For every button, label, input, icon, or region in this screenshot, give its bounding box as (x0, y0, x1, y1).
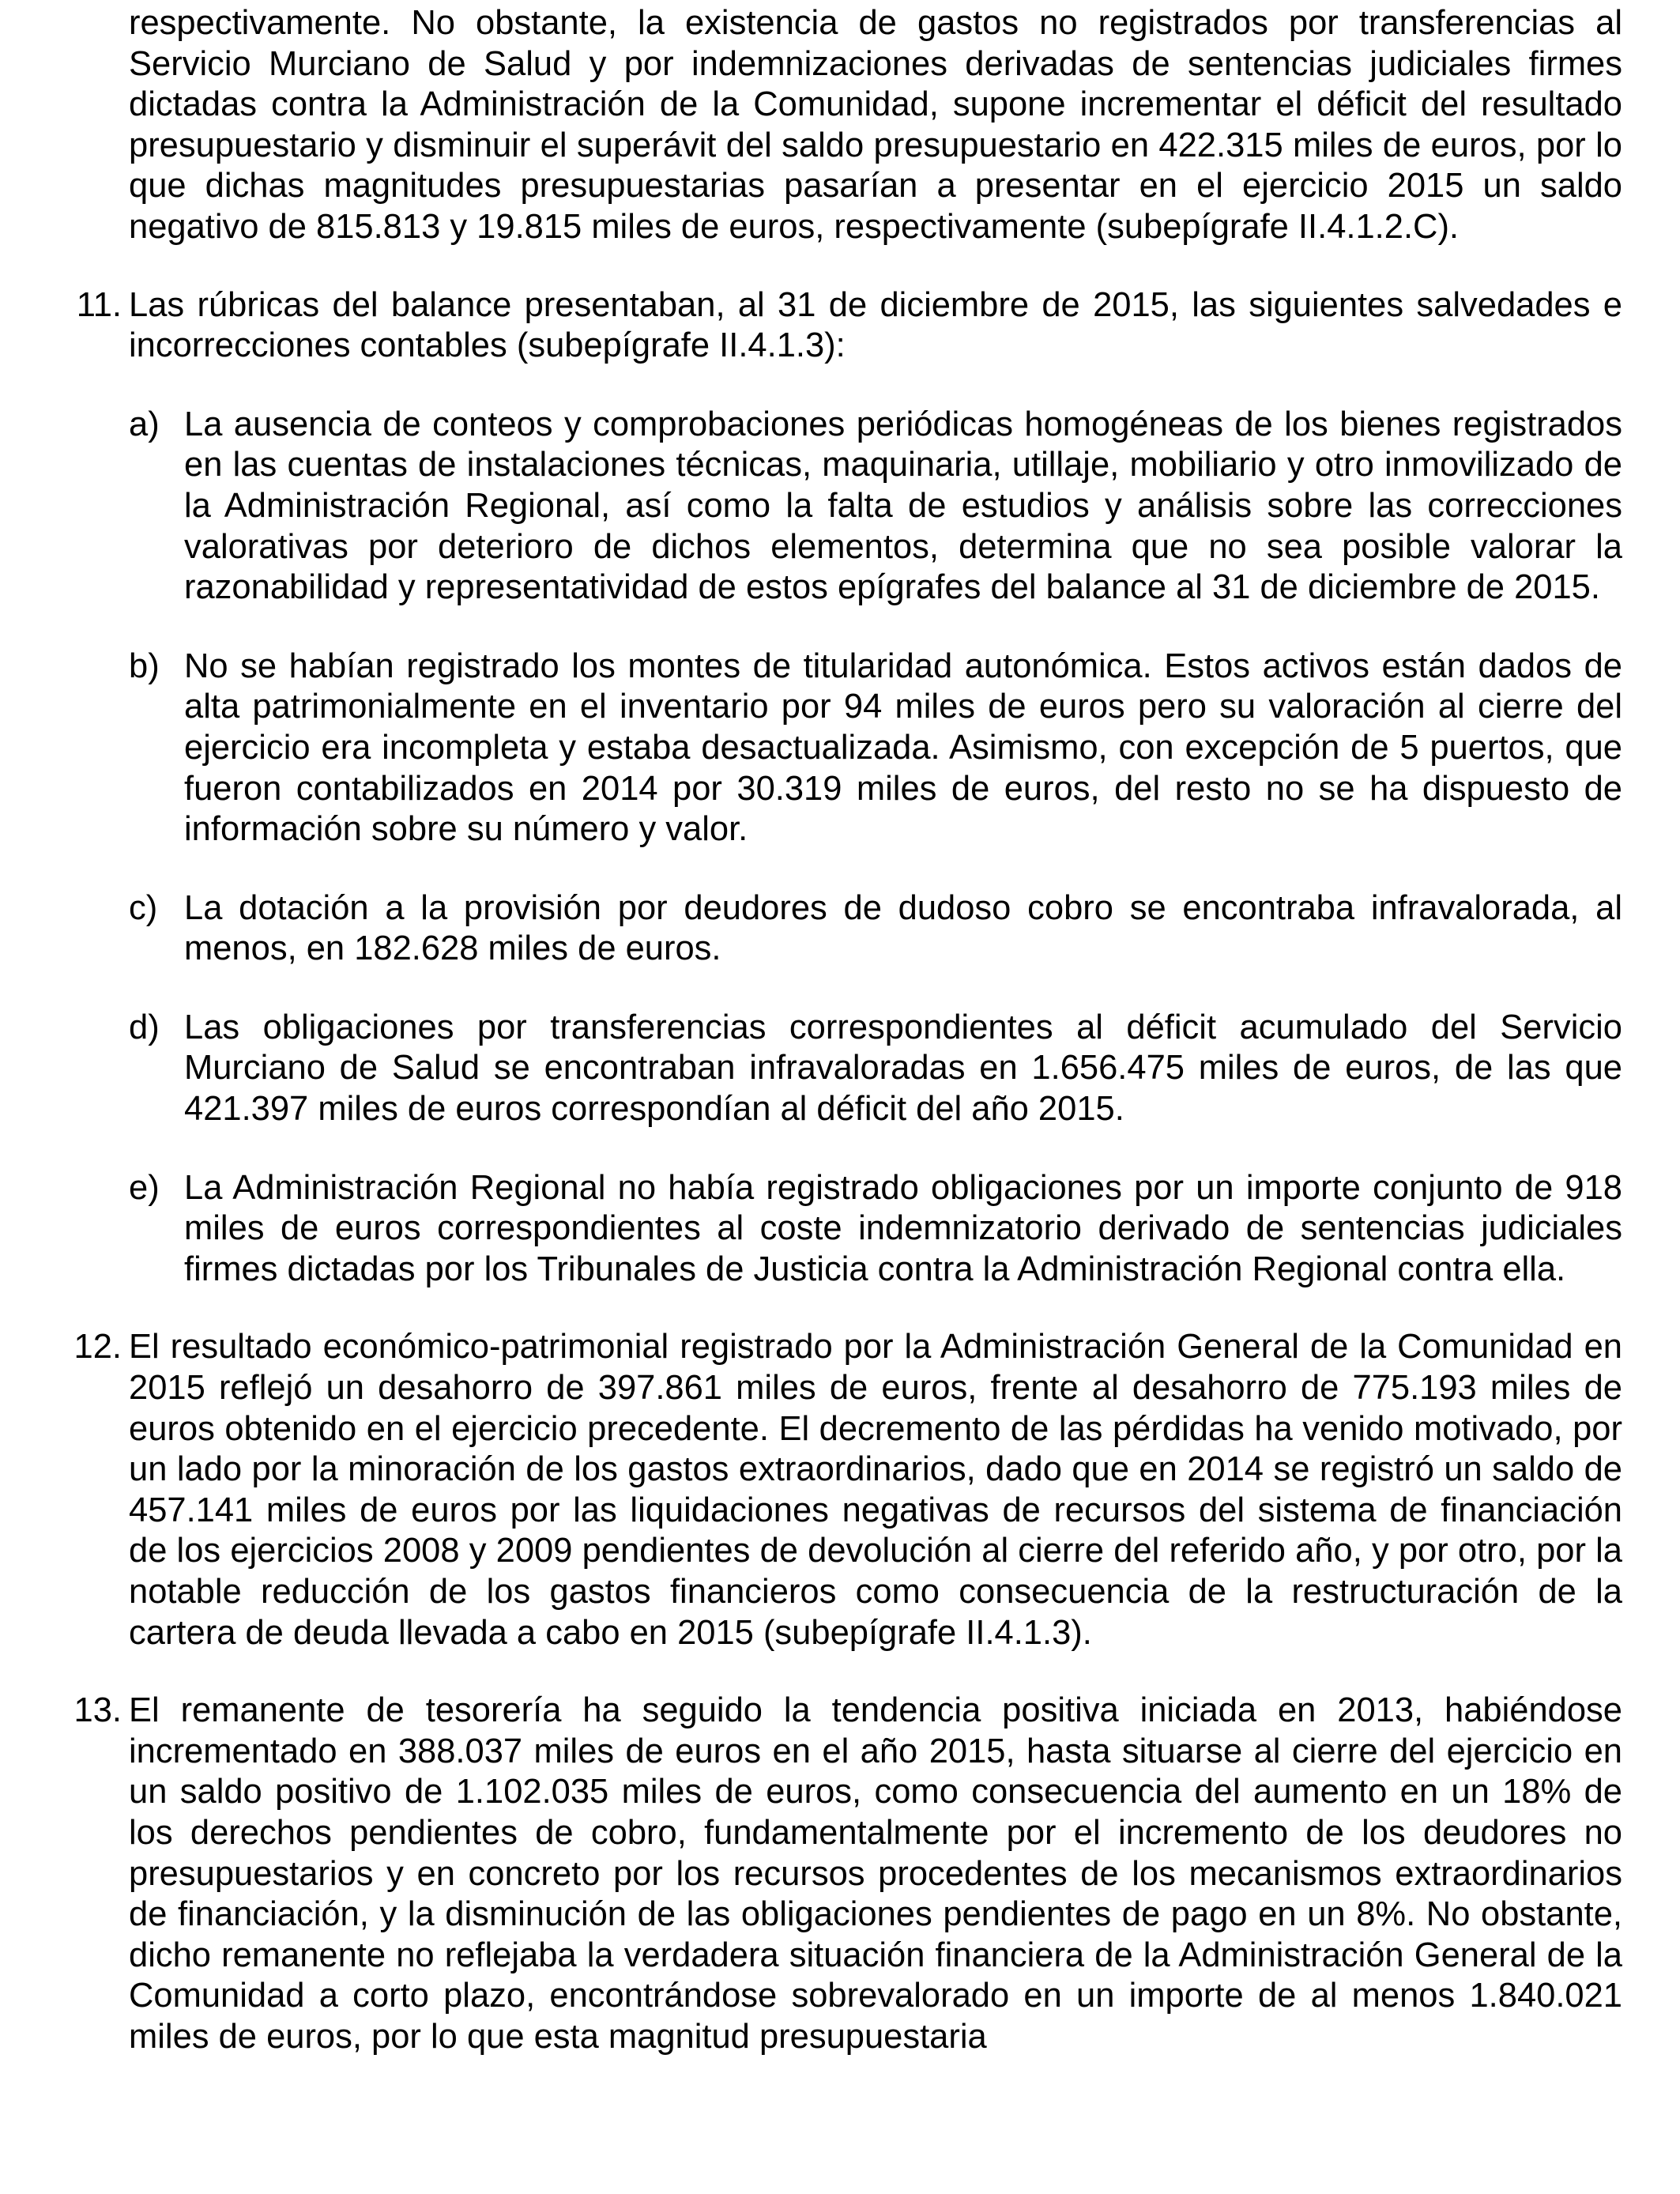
item-number: 13. (73, 1691, 122, 1730)
subitem-letter: a) (129, 405, 160, 443)
document-page (73, 3, 1622, 2058)
subitem-c (129, 888, 1622, 970)
subitem-letter: c) (129, 888, 158, 927)
subitem-a (129, 405, 1622, 609)
subitem-letter: b) (129, 647, 160, 685)
item-number: 11. (76, 285, 122, 324)
subitem-letter: d) (129, 1008, 160, 1046)
subitem-text: Las obligaciones por transferencias correspondientes al déficit acumulado del Servicio Murciano de Salud se encontraban infravaloradas en 1.656.475 miles de euros, de las que 421.397 miles de euros correspondían al déficit del año 2015. (184, 1008, 1622, 1129)
intro-paragraph: respectivamente. No obstante, la existencia de gastos no registrados por transferencias al Servicio Murciano de Salud y por indemnizaciones derivadas de sentencias judiciales firmes dictadas contra la Administración de la Comunidad, supone incrementar el déficit del resultado presupuestario y disminuir el superávit del saldo presupuestario en 422.315 miles de euros, por lo que dichas magnitudes presupuestarias pasarían a presentar en el ejercicio 2015 un saldo negativo de 815.813 y 19.815 miles de euros, respectivamente (subepígrafe II.4.1.2.C). (129, 4, 1622, 246)
subitem-d (129, 1008, 1622, 1130)
list-item-12 (73, 1327, 1622, 1653)
list-item-13 (73, 1691, 1622, 2057)
item-text: El remanente de tesorería ha seguido la tendencia positiva iniciada en 2013, habiéndose incrementado en 388.037 miles de euros en el año 2015, hasta situarse al cierre del ejercicio en un saldo positivo de 1.102.035 miles de euros, como consecuencia del aumento en un 18% de los derechos pendientes de cobro, fundamentalmente por el incremento de los deudores no presupuestarios y en concreto por los recursos procedentes de los mecanismos extraordinarios de financiación, y la disminución de las obligaciones pendientes de pago en un 8%. No obstante, dicho remanente no reflejaba la verdadera situación financiera de la Administración General de la Comunidad a corto plazo, encontrándose sobrevalorado en un importe de al menos 1.840.021 miles de euros, por lo que esta magnitud presupuestaria (129, 1691, 1622, 2056)
item-text: Las rúbricas del balance presentaban, al 31 de diciembre de 2015, las siguientes salvedades e incorrecciones contables (subepígrafe II.4.1.3): (129, 285, 1622, 365)
subitem-e (129, 1168, 1622, 1291)
subitem-text: La Administración Regional no había registrado obligaciones por un importe conjunto de 918 miles de euros correspondientes al coste indemnizatorio derivado de sentencias judiciales firmes dictadas por los Tribunales de Justicia contra la Administración Regional contra ella. (184, 1168, 1622, 1288)
item-number: 12. (73, 1328, 122, 1367)
subitem-text: La dotación a la provisión por deudores de dudoso cobro se encontraba infravalorada, al menos, en 182.628 miles de euros. (184, 888, 1622, 968)
subitem-text: La ausencia de conteos y comprobaciones periódicas homogéneas de los bienes registrados en las cuentas de instalaciones técnicas, maquinaria, utillaje, mobiliario y otro inmovilizado de la Administración Regional, así como la falta de estudios y análisis sobre las correcciones valorativas por deterioro de dichos elementos, determina que no sea posible valorar la razonabilidad y representatividad de estos epígrafes del balance al 31 de diciembre de 2015. (184, 405, 1622, 607)
item-text: El resultado económico-patrimonial registrado por la Administración General de la Comunidad en 2015 reflejó un desahorro de 397.861 miles de euros, frente al desahorro de 775.193 miles de euros obtenido en el ejercicio precedente. El decremento de las pérdidas ha venido motivado, por un lado por la minoración de los gastos extraordinarios, dado que en 2014 se registró un saldo de 457.141 miles de euros por las liquidaciones negativas de recursos del sistema de financiación de los ejercicios 2008 y 2009 pendientes de devolución al cierre del referido año, y por otro, por la notable reducción de los gastos financieros como consecuencia de la restructuración de la cartera de deuda llevada a cabo en 2015 (subepígrafe II.4.1.3). (129, 1328, 1622, 1652)
subitem-b (129, 647, 1622, 850)
subitem-letter: e) (129, 1168, 160, 1207)
subitem-text: No se habían registrado los montes de titularidad autonómica. Estos activos están dados de alta patrimonialmente en el inventario por 94 miles de euros pero su valoración al cierre del ejercicio era incompleta y estaba desactualizada. Asimismo, con excepción de 5 puertos, que fueron contabilizados en 2014 por 30.319 miles de euros, del resto no se ha dispuesto de información sobre su número y valor. (184, 647, 1622, 849)
list-item-11 (76, 285, 1622, 1291)
